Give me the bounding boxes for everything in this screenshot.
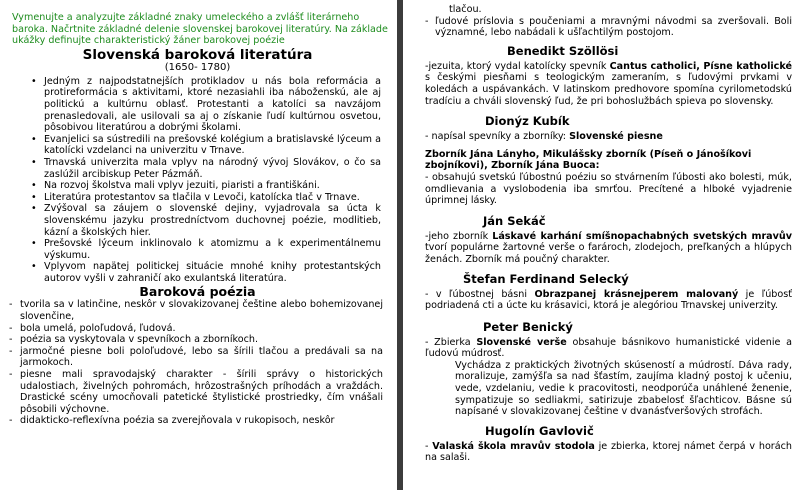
list-item: • Prešovské lýceum inklinovalo k atomizmu a k experimentálnemu výskumu. bbox=[44, 238, 381, 261]
author-text-szollosi: -jezuita, ktorý vydal katolícky spevník Cantus catholici, Písne katholické s českými piesňami s teologickým zameraním, s ľudovými prvkami v koledách a uspávankách. V latinskom predhovore spomína cyrilometodskú tradíciu a chváli slovenský ľud, že pri bohoslužbách spieva po slovensky. bbox=[425, 60, 792, 107]
list-item: - jarmočné piesne boli poloľudové, lebo sa šírili tlačou a predávali sa na jarmokoch. bbox=[20, 346, 389, 369]
author-heading-gavlovic: Hugolín Gavlovič bbox=[485, 423, 594, 438]
list-item: • Trnavská univerzita mala vplyv na národný vývoj Slovákov, o čo sa zaslúžil arcibiskup Peter Pázmáň. bbox=[44, 157, 381, 180]
author-heading-sekac: Ján Sekáč bbox=[483, 213, 546, 228]
author-heading-szollosi: Benedikt Szöllösi bbox=[507, 43, 619, 58]
right-page bbox=[403, 0, 800, 490]
list-item: • Vplyvom napätej politickej situácie mnohé knihy protestantských autorov vyšli v zahraničí ako exulantská literatúra. bbox=[44, 261, 381, 284]
collections-text: - obsahujú svetskú ľúbostnú poéziu so stvárnením ľúbosti ako bolesti, múk, omdlievania a vyslobodenia iba smrťou. Precítené a hlboké vyjadrenie úprimnej lásky. bbox=[425, 171, 792, 207]
author-heading-kubik: Dionýz Kubík bbox=[485, 114, 570, 129]
period-years: (1650- 1780) bbox=[164, 61, 231, 73]
list-item: - tvorila sa v latinčine, neskôr v slovakizovanej češtine alebo bohemizovanej slovenčine, bbox=[20, 299, 389, 322]
proverbs-text: ľudové príslovia s poučeniami a mravnými návodmi sa zveršovali. Boli významné, lebo nabádali k ušľachtilým postojom. bbox=[435, 15, 792, 39]
poetry-dash-list bbox=[6, 299, 389, 427]
page-title: Slovenská baroková literatúra bbox=[82, 46, 313, 63]
list-item: - piesne mali spravodajský charakter - šírili správy o historických udalostiach, živelných pohromách, hrôzostrašných príhodách a vraždách. Drastické scény umocňovali patetické štylistické prostriedky, čím vnášali pôsobili výchovne. bbox=[20, 369, 389, 415]
author-text-selecky: - v ľúbostnej básni Obrazpanej krásnejperem malovaný je ľúbosť podriadená cti a úcte ku krásavici, ktorá je alegóriou Trnavskej univerzity. bbox=[425, 288, 792, 312]
author-text-benicky: - Zbierka Slovenské verše obsahuje básnikovo humanistické videnie a ľudovú múdrosť. bbox=[425, 336, 792, 360]
work-title: Láskavé karhání smíšnopachabných svetských mravův bbox=[492, 230, 792, 242]
collections-heading: Zborník Jána Lányho, Mikulášsky zborník (Píseň o Jánošíkovi zbojníkovi), Zborník Jána Buoca: bbox=[425, 148, 752, 172]
work-title: Obrazpanej krásnejperem malovaný bbox=[534, 288, 739, 300]
author-heading-selecky: Štefan Ferdinand Selecký bbox=[463, 271, 629, 286]
list-item: • Na rozvoj školstva mali vplyv jezuiti, piaristi a františkáni. bbox=[44, 180, 381, 192]
list-item: • Literatúra protestantov sa tlačila v Levoči, katolícka tlač v Trnave. bbox=[44, 192, 381, 204]
list-item: - poézia sa vyskytovala v spevníkoch a zborníkoch. bbox=[20, 334, 389, 346]
task-instruction: Vymenujte a analyzujte základné znaky umeleckého a zvlášť literárneho baroka. Načrtnite základné delenie slovenskej barokovej literatúry. Na základe ukážky definujte charakteristický žáner barokovej poézie bbox=[12, 12, 388, 47]
dash-marker: - bbox=[425, 15, 429, 27]
list-item: • Evanjelici sa sústredili na prešovské kolégium a bratislavské lýceum a katolícki vzdelanci na univerzitu v Trnave. bbox=[44, 134, 381, 157]
work-title: Valaská škola mravův stodola bbox=[432, 440, 595, 452]
benicky-description: Vychádza z praktických životných skúseností a múdrostí. Dáva rady, moralizuje, zamýšľa sa nad šťastím, zaujíma kladný postoj k učeniu, vede, vzdelaniu, vedie k pracovitosti, neodporúča unáhlené ženenie, sympatizuje so sedliakmi, satirizuje zbabelosť šľachticov. Básne sú napísané v slovakizovanej češtine v dvanásťveršových strofách. bbox=[455, 359, 792, 418]
author-text-sekac: -jeho zborník Láskavé karhání smíšnopachabných svetských mravův tvorí populárne žartovné verše o farároch, zlodejoch, preľkaných a hlúpych ženách. Zborník má poučný charakter. bbox=[425, 230, 792, 265]
list-item: - bola umelá, poloľudová, ľudová. bbox=[20, 323, 389, 335]
author-text-kubik: - napísal spevníky a zborníky: Slovenské piesne bbox=[425, 131, 663, 143]
history-bullet-list bbox=[6, 76, 389, 285]
left-page bbox=[0, 0, 397, 490]
continued-text: tlačou. bbox=[449, 4, 482, 15]
work-title: Slovenské verše bbox=[476, 336, 567, 348]
list-item: - didakticko-reflexívna poézia sa zverejňovala v rukopisoch, neskôr bbox=[20, 415, 389, 427]
proverbs-item bbox=[425, 16, 792, 39]
list-item: • Jedným z najpodstatnejších protikladov u nás bola reformácia a protireformácia s aktivitami, ktoré nezasiahli iba náboženskú, ale aj politickú a kultúrnu oblasť. Protestanti a katolíci sa navzájom prenasledovali, ale usilovali sa aj o získanie ľudí kultúrnou osvetou, pôsobivou literatúrou a dobrými školami. bbox=[44, 76, 381, 134]
work-title: Slovenské piesne bbox=[569, 131, 663, 143]
list-item: • Zvýšoval sa záujem o slovenské dejiny, vyjadrovala sa úcta k slovenskému jazyku prostredníctvom duchovnej poézie, modlitieb, kázní a školských hier. bbox=[44, 203, 381, 238]
work-title: Cantus catholici, Písne katholické bbox=[609, 60, 792, 72]
author-text-gavlovic: - Valaská škola mravův stodola je zbierka, ktorej námet čerpá v horách na salaši. bbox=[425, 440, 792, 464]
author-heading-benicky: Peter Benický bbox=[483, 319, 573, 334]
section-heading-poetry: Baroková poézia bbox=[139, 284, 256, 300]
